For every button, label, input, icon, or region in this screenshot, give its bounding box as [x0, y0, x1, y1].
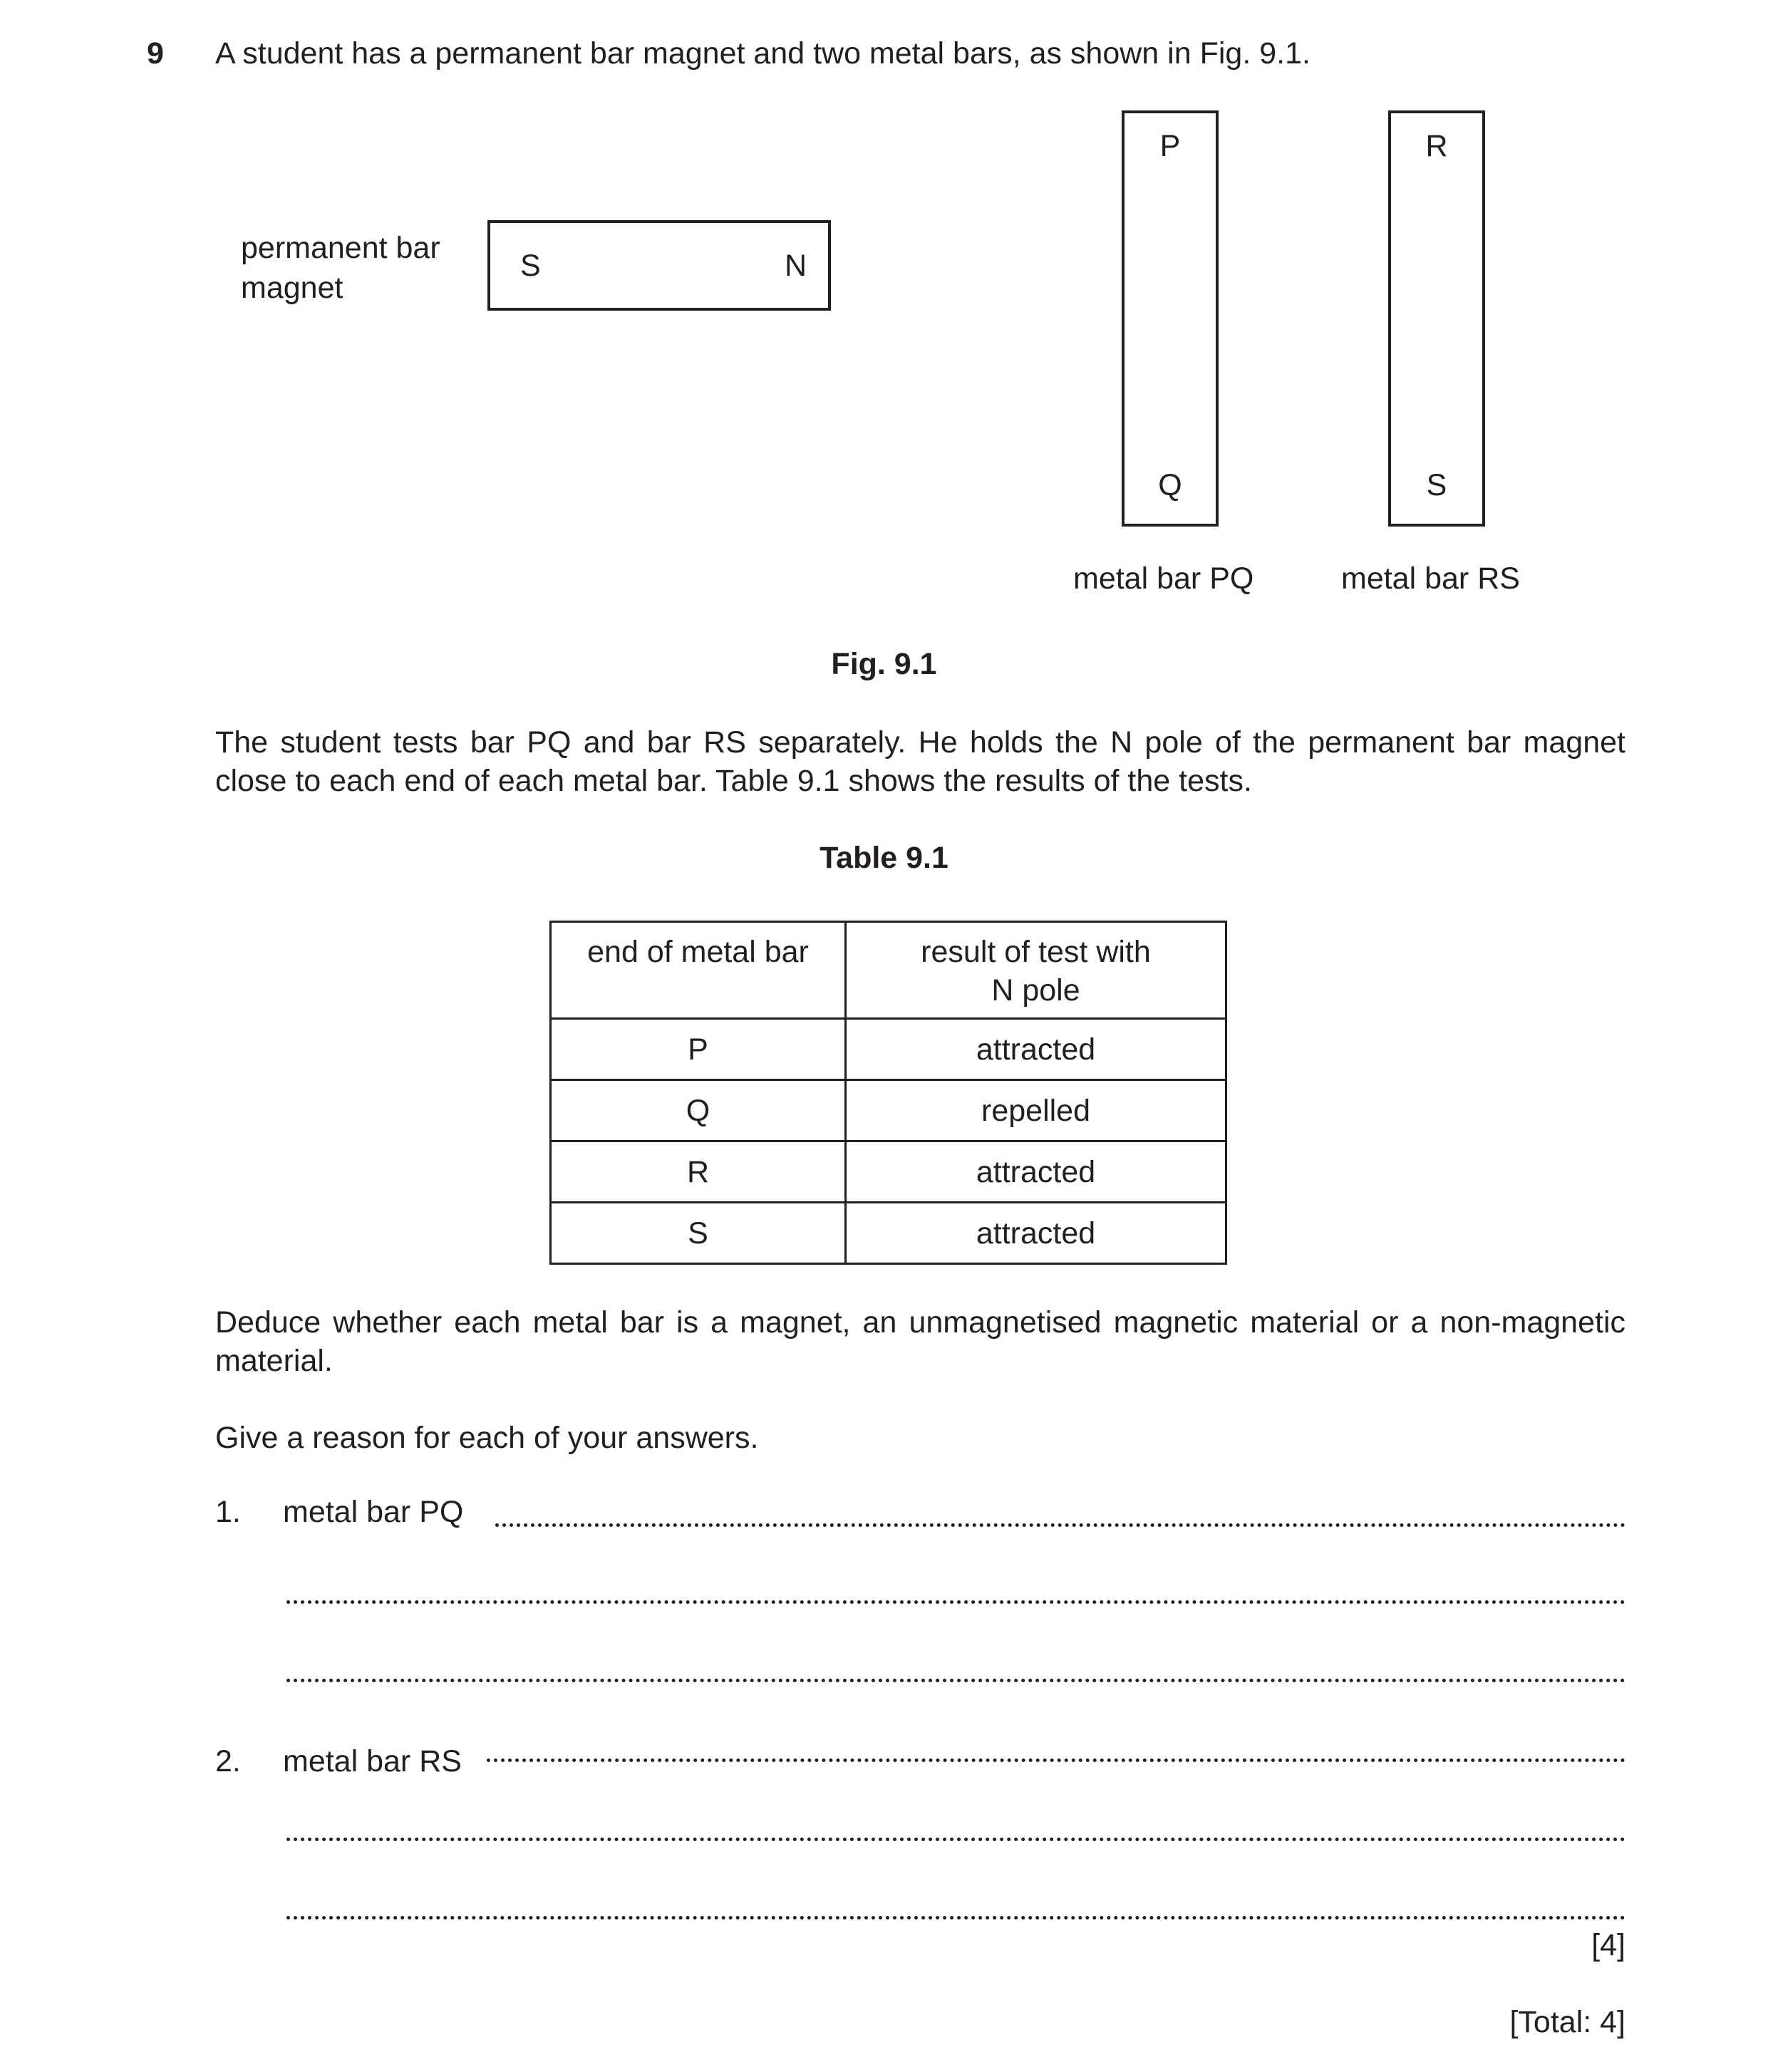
answer-2-number: 2. [215, 1744, 241, 1778]
table-row [551, 1203, 1226, 1264]
bar-pq-top-end-label: P [1159, 129, 1181, 163]
table-cell-result: attracted [846, 1019, 1226, 1080]
marks-label: [4] [1591, 1928, 1625, 1962]
paragraph-reason-instruction: Give a reason for each of your answers. [215, 1421, 759, 1455]
answer-1-line-3[interactable] [286, 1679, 1625, 1682]
table-cell-result: repelled [846, 1080, 1226, 1141]
table-cell-result: attracted [846, 1141, 1226, 1203]
table-row [551, 1080, 1226, 1141]
bar-rs-name: metal bar RS [1341, 561, 1520, 596]
table-cell-end: R [551, 1141, 846, 1203]
table-header-row [551, 922, 1226, 1019]
magnet-label-line2: magnet [241, 271, 343, 305]
table-cell-end: S [551, 1203, 846, 1264]
magnet-north-pole-label: N [785, 249, 807, 283]
table-header-result [846, 922, 1226, 1019]
answer-2-label: metal bar RS [283, 1744, 462, 1778]
answer-2-line-2[interactable] [286, 1838, 1625, 1841]
figure-caption: Fig. 9.1 [831, 647, 937, 681]
answer-1-line-2[interactable] [286, 1600, 1625, 1604]
table-header-result-line1: result of test with [921, 935, 1151, 969]
bar-rs-bottom-end-label: S [1426, 468, 1447, 502]
question-intro: A student has a permanent bar magnet and two metal bars, as shown in Fig. 9.1. [215, 36, 1311, 71]
magnet-label-line1: permanent bar [241, 231, 440, 265]
paragraph-deduce-instruction: Deduce whether each metal bar is a magnet, an unmagnetised magnetic material or a non-magnetic material. [215, 1305, 1625, 1378]
table-header-end: end of metal bar [551, 922, 846, 1019]
total-marks-label: [Total: 4] [1509, 2005, 1625, 2039]
answer-2-line-3[interactable] [286, 1916, 1625, 1920]
bar-pq-bottom-end-label: Q [1158, 468, 1182, 502]
bar-rs-top-end-label: R [1425, 129, 1448, 163]
magnet-label [241, 228, 440, 308]
table-cell-end: P [551, 1019, 846, 1080]
table-header-result-line2: N pole [991, 973, 1080, 1007]
answer-1-label: metal bar PQ [283, 1495, 464, 1529]
results-table [549, 921, 1227, 1265]
table-row [551, 1141, 1226, 1203]
magnet-south-pole-label: S [520, 249, 541, 283]
answer-1-number: 1. [215, 1495, 241, 1529]
table-row [551, 1019, 1226, 1080]
metal-bar-pq [1122, 110, 1219, 527]
answer-1-line-1[interactable] [495, 1523, 1625, 1527]
question-number: 9 [147, 36, 164, 71]
table-cell-end: Q [551, 1080, 846, 1141]
answer-2-line-1[interactable] [487, 1758, 1625, 1762]
metal-bar-rs [1388, 110, 1485, 527]
bar-pq-name: metal bar PQ [1073, 561, 1254, 596]
table-cell-result: attracted [846, 1203, 1226, 1264]
table-caption: Table 9.1 [820, 841, 948, 875]
paragraph-test-description: The student tests bar PQ and bar RS separately. He holds the N pole of the permanent bar magnet close to each end of each metal bar. Table 9.1 shows the results of the tests. [215, 725, 1625, 798]
